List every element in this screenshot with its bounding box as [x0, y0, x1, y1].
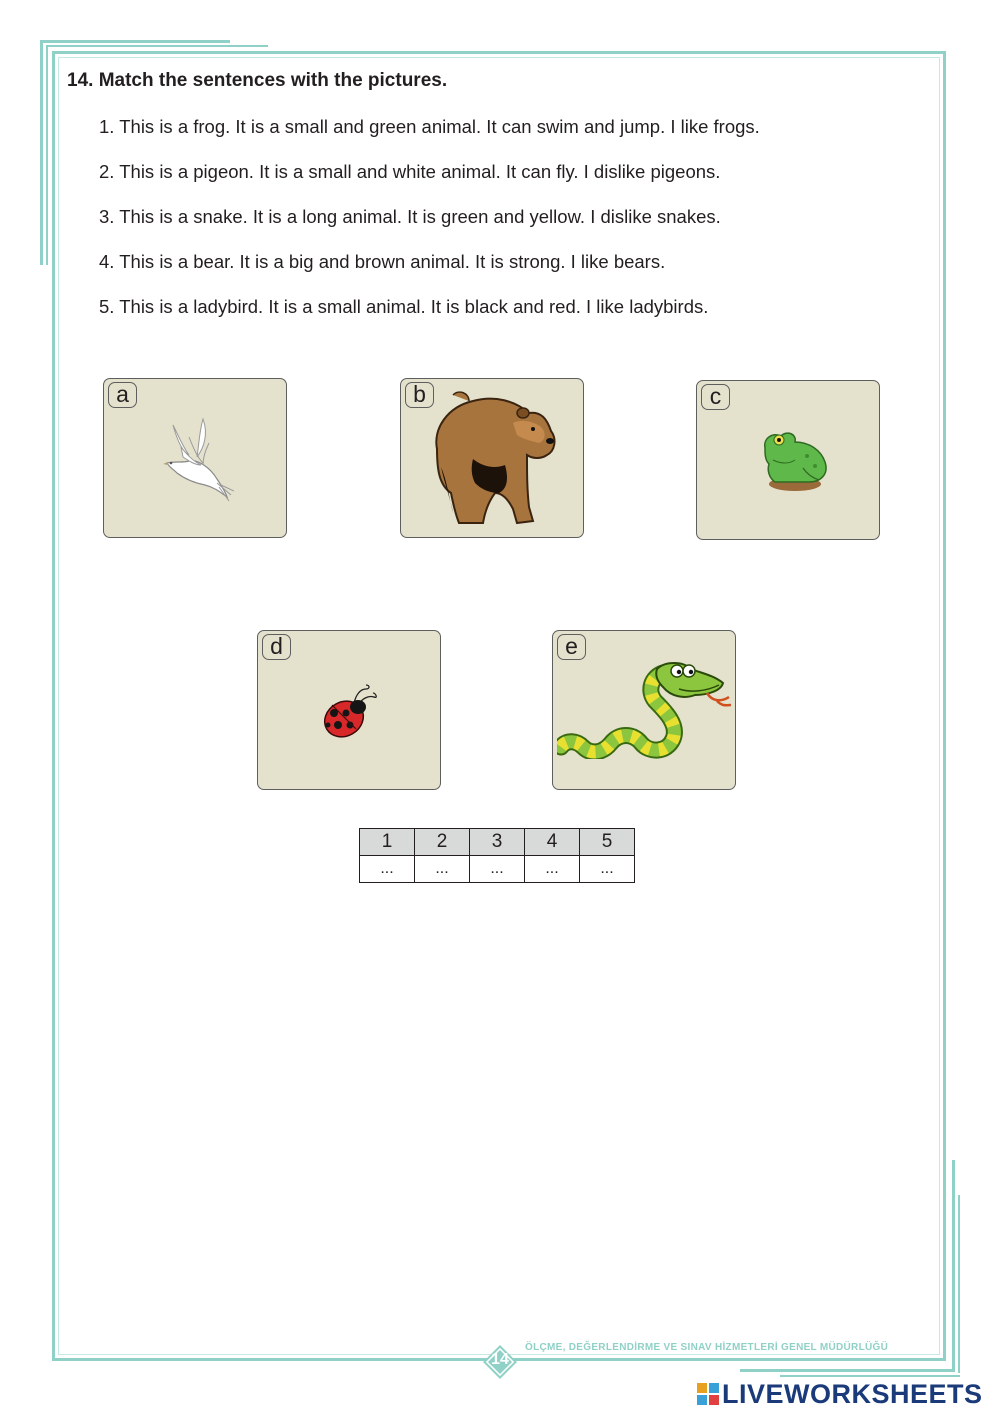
picture-card-d [257, 630, 441, 790]
question-title: 14. Match the sentences with the pictures. [67, 70, 448, 91]
frame-left-accent-2 [46, 45, 48, 265]
frog-icon [759, 426, 831, 492]
page-number: 14 [491, 1351, 509, 1368]
frame-right-accent-2 [958, 1195, 960, 1373]
sentence-2: 2. This is a pigeon. It is a small and white animal. It can fly. I dislike pigeons. [99, 161, 721, 182]
answer-blank-3[interactable]: ... [470, 856, 525, 883]
brand-text: LIVEWORKSHEETS [722, 1378, 983, 1409]
frame-top-accent-1 [40, 40, 230, 43]
frame-right-accent-1 [952, 1160, 955, 1372]
bear-icon [429, 389, 559, 527]
answer-blank-1[interactable]: ... [360, 856, 415, 883]
answer-header-1: 1 [360, 829, 415, 856]
card-letter-b: b [405, 382, 434, 408]
frame-bottom-accent-1 [740, 1369, 955, 1372]
frame-bottom-accent-2 [780, 1375, 960, 1377]
answer-blank-2[interactable]: ... [415, 856, 470, 883]
picture-card-a [103, 378, 287, 538]
footer-organization: ÖLÇME, DEĞERLENDİRME VE SINAV HİZMETLERİ GENEL MÜDÜRLÜĞÜ [525, 1342, 889, 1353]
picture-card-c [696, 380, 880, 540]
liveworksheets-logo-icon [697, 1383, 719, 1405]
answer-header-4: 4 [525, 829, 580, 856]
answer-header-2: 2 [415, 829, 470, 856]
answer-table [359, 828, 635, 883]
sentence-1: 1. This is a frog. It is a small and green animal. It can swim and jump. I like frogs. [99, 116, 760, 137]
pigeon-icon [159, 417, 234, 502]
picture-card-e [552, 630, 736, 790]
picture-card-b [400, 378, 584, 538]
answer-header-3: 3 [470, 829, 525, 856]
ladybird-icon [318, 681, 380, 743]
sentence-5: 5. This is a ladybird. It is a small animal. It is black and red. I like ladybirds. [99, 296, 709, 317]
sentence-4: 4. This is a bear. It is a big and brown animal. It is strong. I like bears. [99, 251, 666, 272]
liveworksheets-brand [697, 1378, 983, 1410]
card-letter-d: d [262, 634, 291, 660]
snake-icon [557, 661, 733, 759]
card-letter-a: a [108, 382, 137, 408]
answer-blank-5[interactable]: ... [580, 856, 635, 883]
answer-blank-4[interactable]: ... [525, 856, 580, 883]
answer-header-5: 5 [580, 829, 635, 856]
frame-top-accent-2 [46, 45, 268, 47]
card-letter-e: e [557, 634, 586, 660]
frame-left-accent-1 [40, 40, 43, 265]
sentence-3: 3. This is a snake. It is a long animal. It is green and yellow. I dislike snakes. [99, 206, 721, 227]
card-letter-c: c [701, 384, 730, 410]
